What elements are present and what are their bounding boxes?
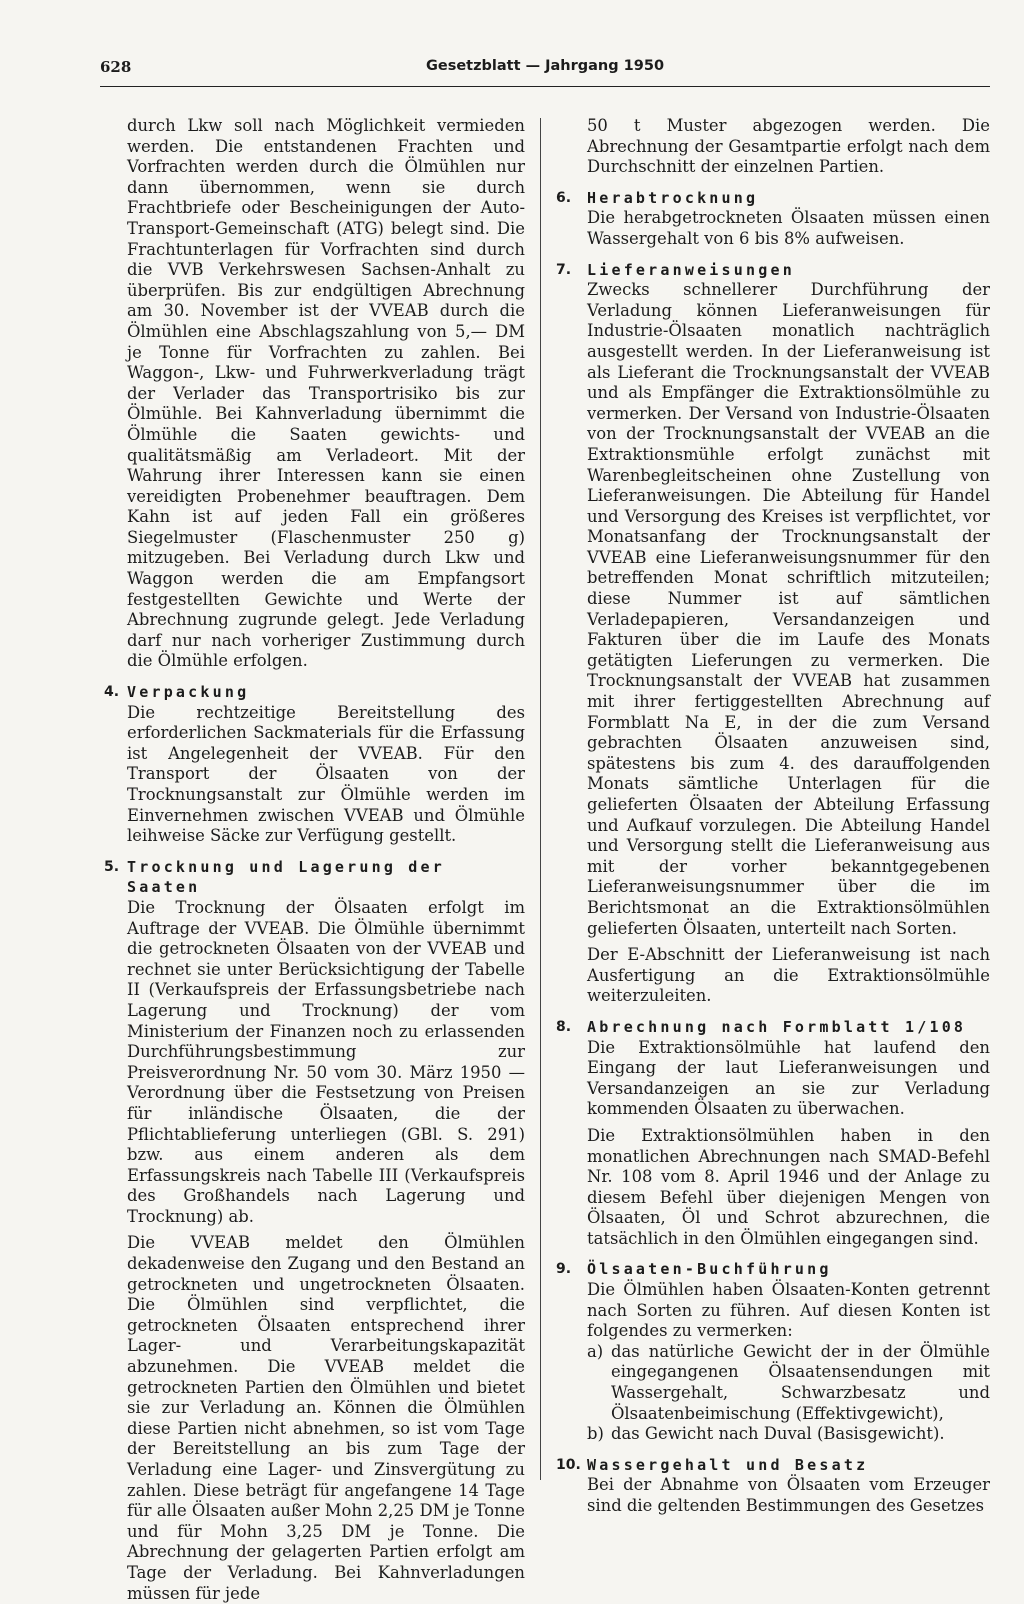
section-8-heading: Abrechnung nach Formblatt 1/108 (587, 1017, 967, 1036)
section-8-paragraph-2: Die Extraktionsölmühlen haben in den monatlichen Abrechnungen nach SMAD-Befehl Nr. 108 vom 8. April 1946 und der Anlage zu diesem Befehl über diejenigen Mengen von Ölsaaten, Öl und Schrot abzurechnen, die tatsächlich in den Ölmühlen eingegangen sind. (587, 1125, 990, 1248)
section-5-paragraph-2: Die VVEAB meldet den Ölmühlen dekadenweise den Zugang und den Bestand an getrockneten und ungetrockneten Ölsaaten. Die Ölmühlen sind verpflichtet, die getrockneten Ölsaaten entsprechend ihrer Lager- und Verarbeitungskapazität abzunehmen. Die VVEAB meldet die getrockneten Partien den Ölmühlen und bietet sie zur Verladung an. Können die Ölmühlen diese Partien nicht abnehmen, so ist vom Tage der Bereitstellung an bis zum Tage der Verladung eine Lager- und Zinsvergütung zu zahlen. Diese beträgt für angefangene 14 Tage für alle Ölsaaten außer Mohn 2,25 DM je Tonne und für Mohn 3,25 DM je Tonne. Die Abrechnung der gelagerten Partien erfolgt am Tage der Verladung. Bei Kahnverladungen müssen für jede (127, 1233, 525, 1603)
section-10-heading: Wassergehalt und Besatz (587, 1455, 869, 1474)
section-4-heading: Verpackung (127, 683, 250, 702)
section-4-paragraph: Die rechtzeitige Bereitstellung des erforderlichen Sackmaterials für die Erfassung ist Angelegenheit der VVEAB. Für den Transport der Ölsaaten von der Trocknungsanstalt zur Ölmühle werden im Einvernehmen zwischen VVEAB und Ölmühle leihweise Säcke zur Verfügung gestellt. (127, 702, 525, 846)
section-4 (104, 682, 525, 847)
running-title: Gesetzblatt — Jahrgang 1950 (425, 58, 665, 74)
section-8-paragraph: Die Extraktionsölmühle hat laufend den Eingang der laut Lieferanweisungen und Versandanzeigen an sie zur Verladung kommenden Ölsaaten zu überwachen. (587, 1037, 990, 1119)
list-item-b (587, 1424, 990, 1445)
left-intro-paragraph: durch Lkw soll nach Möglichkeit vermieden werden. Die entstandenen Frachten und Vorfrachten werden durch die Ölmühlen nur dann übernommen, wenn sie durch Frachtbriefe oder Bescheinigungen der Auto-Transport-Gemeinschaft (ATG) belegt sind. Die Frachtunterlagen für Vorfrachten sind durch die VVB Verkehrswesen Sachsen-Anhalt zu überprüfen. Bis zur endgültigen Abrechnung am 30. November ist der VVEAB durch die Ölmühlen eine Abschlagszahlung von 5,— DM je Tonne für Vorfrachten zu zahlen. Bei Waggon-, Lkw- und Fuhrwerkverladung trägt der Verlader das Transportrisiko bis zur Ölmühle. Bei Kahnverladung übernimmt die Ölmühle die Saaten gewichts- und qualitätsmäßig am Verladeort. Mit der Wahrung ihrer Interessen kann sie einen vereidigten Probenehmer beauftragen. Dem Kahn ist auf jeden Fall ein größeres Siegelmuster (Flaschenmuster 250 g) mitzugeben. Bei Verladung durch Lkw und Waggon werden die am Empfangsort festgestellten Gewichte und Werte der Abrechnung zugrunde gelegt. Jede Verladung darf nur nach vorheriger Zustimmung durch die Ölmühle erfolgen. (127, 116, 525, 671)
section-5 (104, 857, 525, 1604)
section-7-paragraph-2: Der E-Abschnitt der Lieferanweisung ist nach Ausfertigung an die Extraktionsölmühle weiterzuleiten. (587, 945, 990, 1006)
page-number: 628 (100, 58, 132, 76)
list-item-a-label: a) (587, 1341, 604, 1361)
section-6-number: 6. (556, 189, 572, 206)
section-7-number: 7. (556, 261, 572, 278)
section-4-number: 4. (104, 684, 120, 701)
list-item-a (587, 1342, 990, 1424)
section-5-heading: Trocknung und Lagerung der Saaten (127, 857, 445, 897)
section-10-paragraph: Bei der Abnahme von Ölsaaten vom Erzeuger sind die geltenden Bestimmungen des Gesetzes (587, 1475, 990, 1515)
section-10 (556, 1455, 990, 1517)
section-7-heading: Lieferanweisungen (587, 260, 795, 279)
list-item-a-text: das natürliche Gewicht der in der Ölmühle eingegangenen Ölsaatensendungen mit Wassergehalt, Schwarzbesatz und Ölsaatenbeimischung (Effektivgewicht), (611, 1341, 990, 1423)
section-8 (556, 1017, 990, 1250)
section-8-number: 8. (556, 1018, 572, 1035)
section-5-number: 5. (104, 858, 120, 875)
section-6-heading: Herabtrocknung (587, 188, 759, 207)
list-item-b-label: b) (587, 1424, 604, 1444)
section-9-paragraph: Die Ölmühlen haben Ölsaaten-Konten getrennt nach Sorten zu führen. Auf diesen Konten ist folgendes zu vermerken: (587, 1280, 990, 1341)
section-9-number: 9. (556, 1261, 572, 1278)
section-5-paragraph: Die Trocknung der Ölsaaten erfolgt im Auftrage der VVEAB. Die Ölmühle übernimmt die getrockneten Ölsaaten von der VVEAB und rechnet sie unter Berücksichtigung der Tabelle II (Verkaufspreis der Erfassungsbetriebe nach Lagerung und Trocknung) der vom Ministerium der Finanzen noch zu erlassenden Durchführungsbestimmung zur Preisverordnung Nr. 50 vom 30. März 1950 — Verordnung über die Festsetzung von Preisen für inländische Ölsaaten, die der Pflichtablieferung unterliegen (GBl. S. 291) bzw. aus einem anderen als dem Erfassungskreis nach Tabelle III (Verkaufspreis des Großhandels nach Lagerung und Trocknung) ab. (127, 897, 525, 1226)
section-10-number: 10. (556, 1456, 581, 1473)
section-7 (556, 260, 990, 1007)
list-item-b-text: das Gewicht nach Duval (Basisgewicht). (611, 1424, 945, 1444)
right-intro-paragraph: 50 t Muster abgezogen werden. Die Abrechnung der Gesamtpartie erfolgt nach dem Durchschnitt der einzelnen Partien. (587, 116, 990, 177)
section-6-paragraph: Die herabgetrockneten Ölsaaten müssen einen Wassergehalt von 6 bis 8% aufweisen. (587, 208, 990, 248)
section-9-heading: Ölsaaten-Buchführung (587, 1260, 832, 1279)
section-9 (556, 1259, 990, 1444)
page-header (100, 58, 990, 87)
section-6 (556, 188, 990, 250)
column-divider (540, 118, 541, 1480)
right-column (556, 116, 990, 1517)
section-7-paragraph: Zwecks schnellerer Durchführung der Verladung können Lieferanweisungen für Industrie-Ölsaaten monatlich nachträglich ausgestellt werden. In der Lieferanweisung ist als Lieferant die Trocknungsanstalt der VVEAB und als Empfänger die Extraktionsölmühle zu vermerken. Der Versand von Industrie-Ölsaaten von der Trocknungsanstalt der VVEAB an die Extraktionsmühle erfolgt zunächst mit Warenbegleitscheinen ohne Zustellung von Lieferanweisungen. Die Abteilung für Handel und Versorgung des Kreises ist verpflichtet, vor Monatsanfang der Trocknungsanstalt der VVEAB eine Lieferanweisungsnummer für den betreffenden Monat schriftlich mitzuteilen; diese Nummer ist auf sämtlichen Verladepapieren, Versandanzeigen und Fakturen über die im Laufe des Monats getätigten Lieferungen zu vermerken. Die Trocknungsanstalt der VVEAB hat zusammen mit ihrer fertiggestellten Abrechnung auf Formblatt Na E, in der die zum Versand gebrachten Ölsaaten anzuweisen sind, spätestens bis zum 4. des darauffolgenden Monats sämtliche Unterlagen für die gelieferten Ölsaaten der Abteilung Erfassung und Aufkauf vorzulegen. Die Abteilung Handel und Versorgung stellt die Lieferanweisung aus mit der vorher bekanntgegebenen Lieferanweisungsnummer über die im Berichtsmonat an die Extraktionsölmühlen gelieferten Ölsaaten, unterteilt nach Sorten. (587, 280, 990, 938)
left-column (104, 116, 525, 1604)
